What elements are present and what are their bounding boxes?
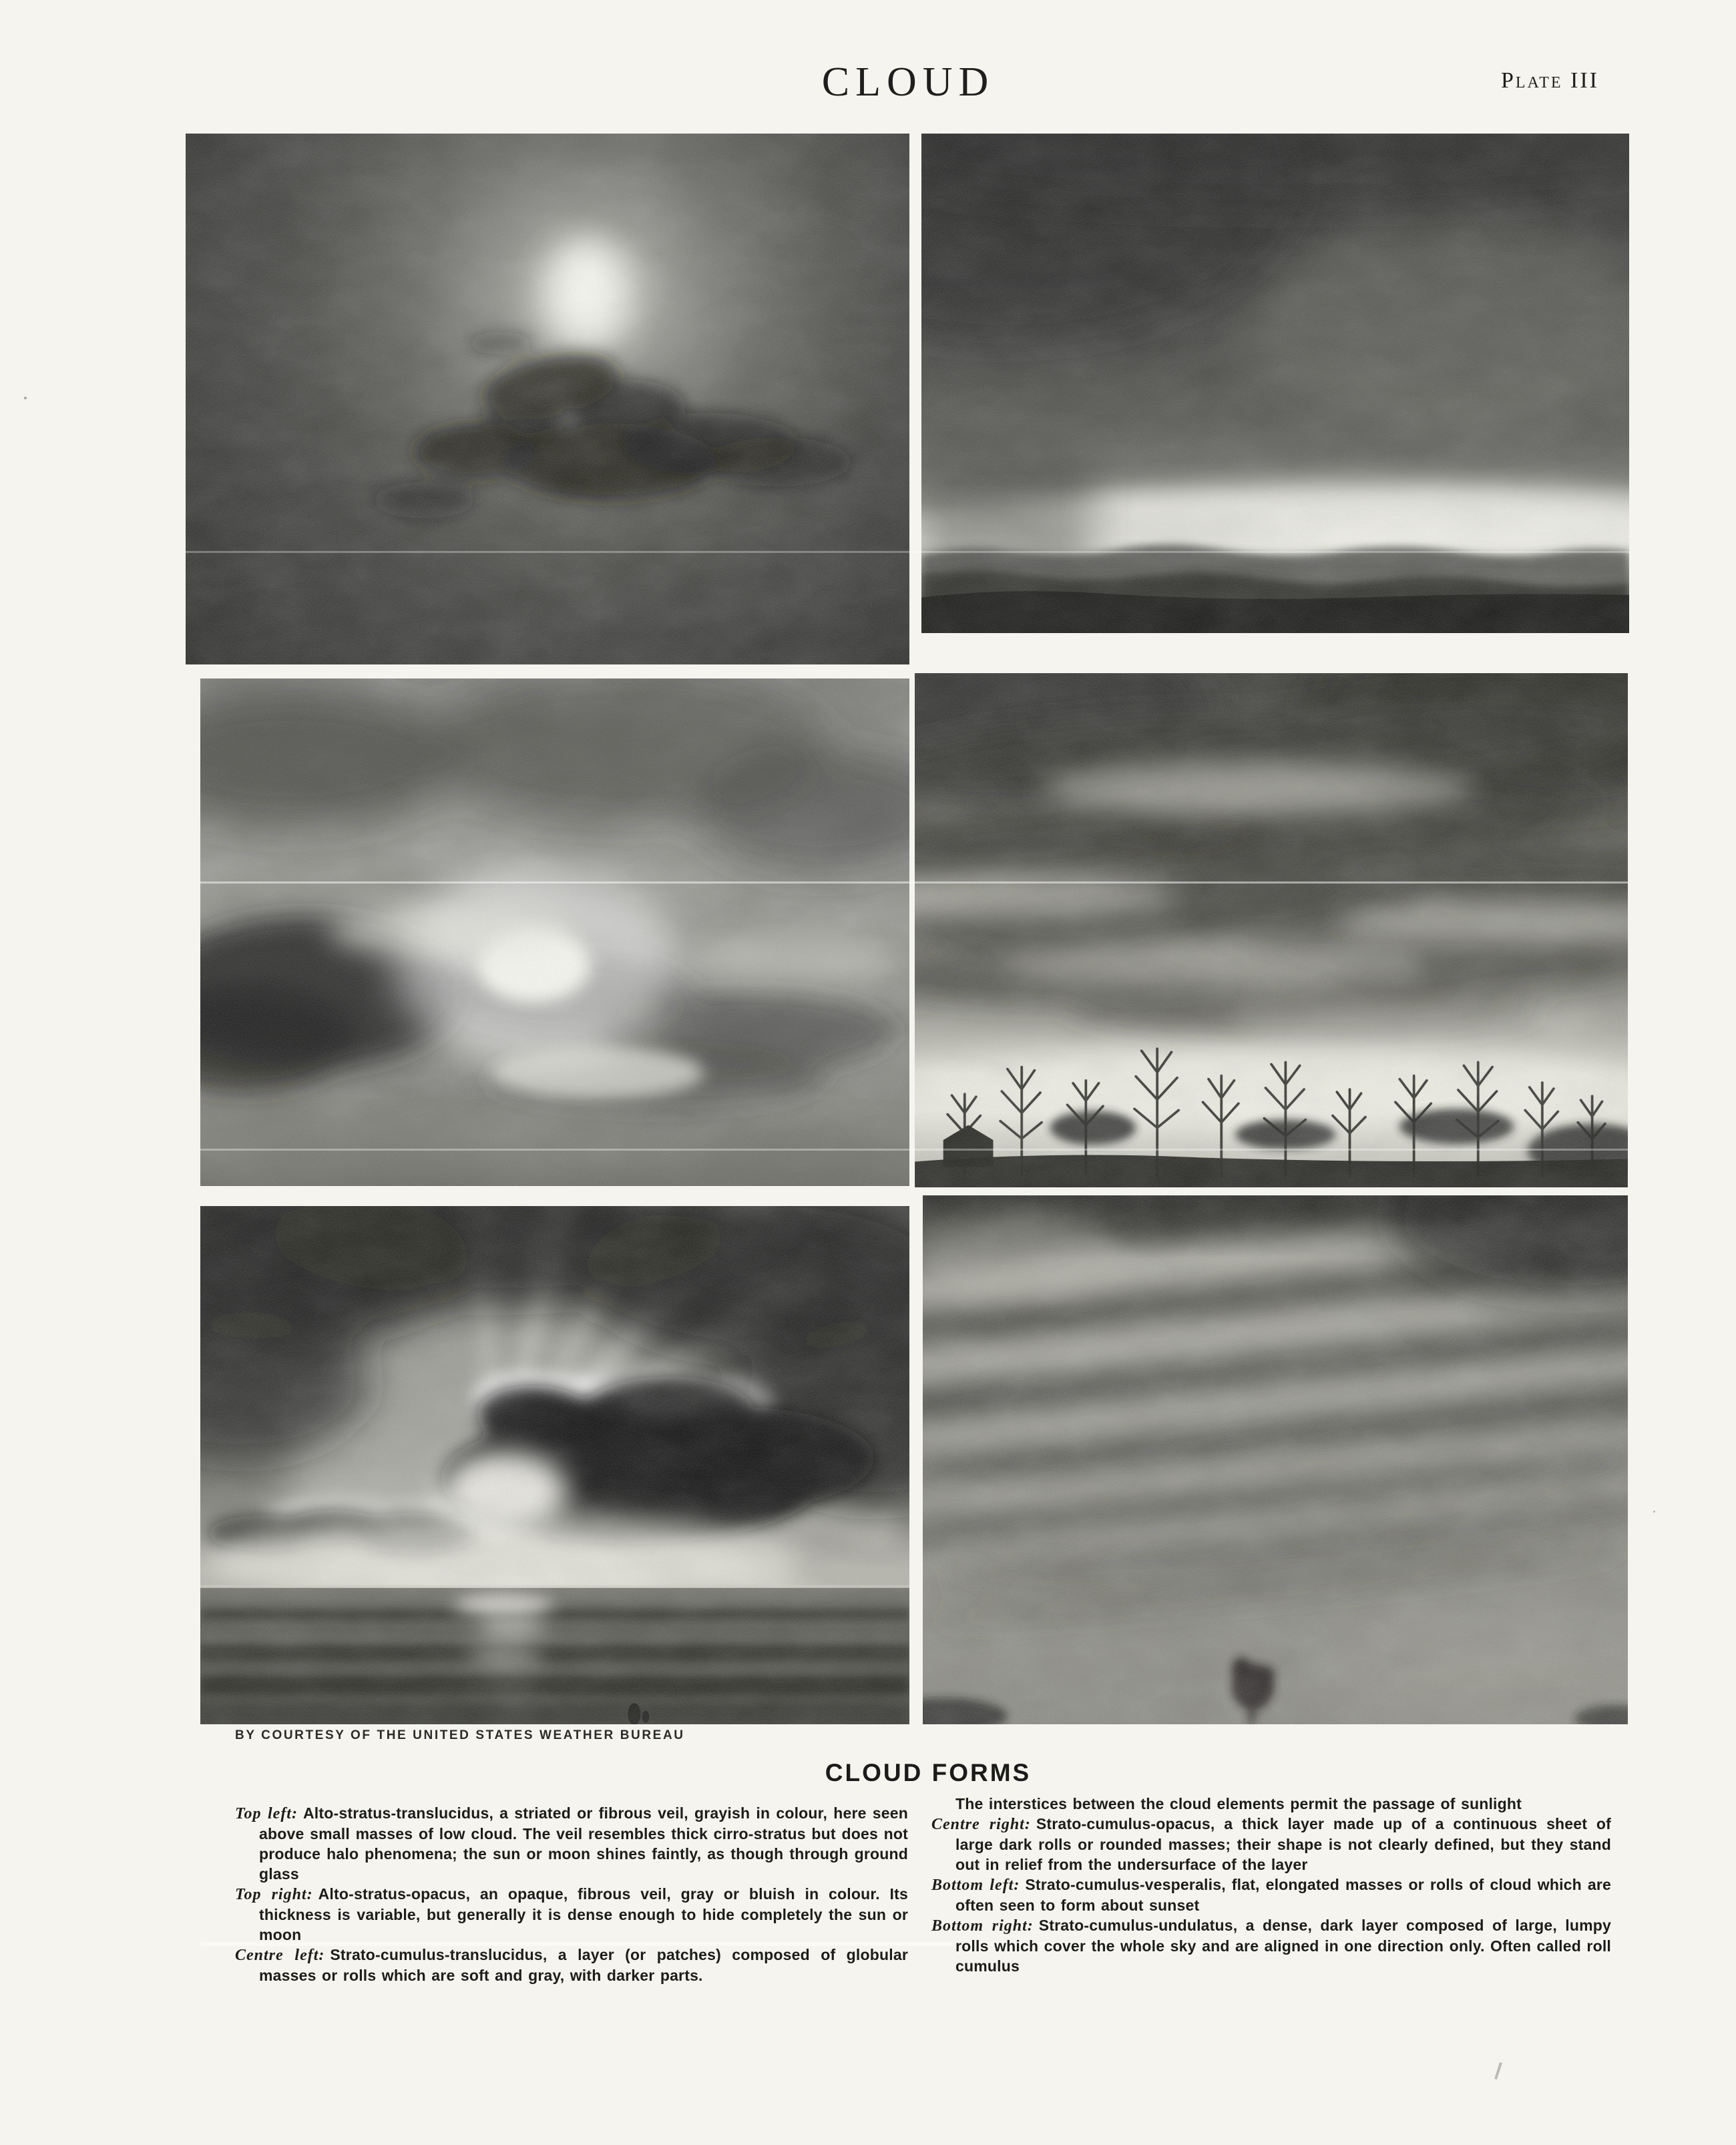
caption-column-right <box>931 1794 1611 1976</box>
page-title: CLOUD <box>821 59 995 105</box>
caption-text: Strato-cumulus-opacus, a thick layer made up of a continuous sheet of large dark rolls or rounded masses; their shape is not clearly defined, but they stand out in relief from the undersurface of the layer <box>955 1815 1612 1873</box>
courtesy-line: BY COURTESY OF THE UNITED STATES WEATHER BUREAU <box>235 1728 685 1742</box>
caption-entry-continuation <box>931 1794 1611 1814</box>
photo-top-left-alto-stratus-translucidus <box>186 134 909 664</box>
caption-text: Alto-stratus-translucidus, a striated or fibrous veil, grayish in colour, here seen above small masses of low cloud. The veil resembles thick cirro-stratus but does not produce halo phenomena; the sun or moon shines faintly, as though through ground glass <box>259 1804 909 1883</box>
caption-entry-top-right <box>235 1884 908 1945</box>
caption-text: Strato-cumulus-translucidus, a layer (or patches) composed of globular masses or rolls which are soft and gray, with darker parts. <box>259 1946 908 1984</box>
caption-text: Alto-stratus-opacus, an opaque, fibrous veil, gray or bluish in colour. Its thickness is variable, but generally it is dense enough to hide completely the sun or moon <box>259 1885 908 1943</box>
caption-entry-bottom-right <box>931 1915 1611 1976</box>
caption-label: Centre right: <box>931 1816 1031 1833</box>
caption-text: Strato-cumulus-undulatus, a dense, dark layer composed of large, lumpy rolls which cover the whole sky and are aligned in one direction only. Often called roll cumulus <box>955 1917 1611 1975</box>
photo-bottom-right-strato-cumulus-undulatus <box>923 1195 1628 1724</box>
section-heading: CLOUD FORMS <box>825 1759 1032 1786</box>
plate-label: Plate III <box>1500 68 1599 93</box>
caption-text: Strato-cumulus-vesperalis, flat, elongated masses or rolls of cloud which are often seen to form about sunset <box>955 1876 1611 1914</box>
caption-label: Bottom right: <box>931 1917 1034 1935</box>
caption-entry-bottom-left <box>931 1875 1611 1915</box>
photo-centre-left-strato-cumulus-translucidus <box>200 678 909 1186</box>
dust-speck <box>1653 1511 1655 1513</box>
caption-entry-centre-right <box>931 1814 1611 1875</box>
caption-column-left <box>235 1803 908 1985</box>
caption-entry-top-left <box>235 1803 908 1884</box>
dust-speck <box>24 397 27 399</box>
pen-mark <box>1494 2062 1502 2080</box>
caption-label: Top left: <box>235 1805 298 1822</box>
caption-entry-centre-left <box>235 1945 908 1985</box>
photo-top-right-alto-stratus-opacus <box>921 134 1629 633</box>
caption-label: Centre left: <box>235 1947 325 1964</box>
caption-label: Bottom left: <box>931 1877 1020 1894</box>
photo-centre-right-strato-cumulus-opacus <box>915 673 1628 1187</box>
photo-bottom-left-strato-cumulus-vesperalis <box>200 1206 909 1724</box>
caption-text: The interstices between the cloud elements permit the passage of sunlight <box>955 1795 1522 1812</box>
caption-label: Top right: <box>235 1886 313 1903</box>
